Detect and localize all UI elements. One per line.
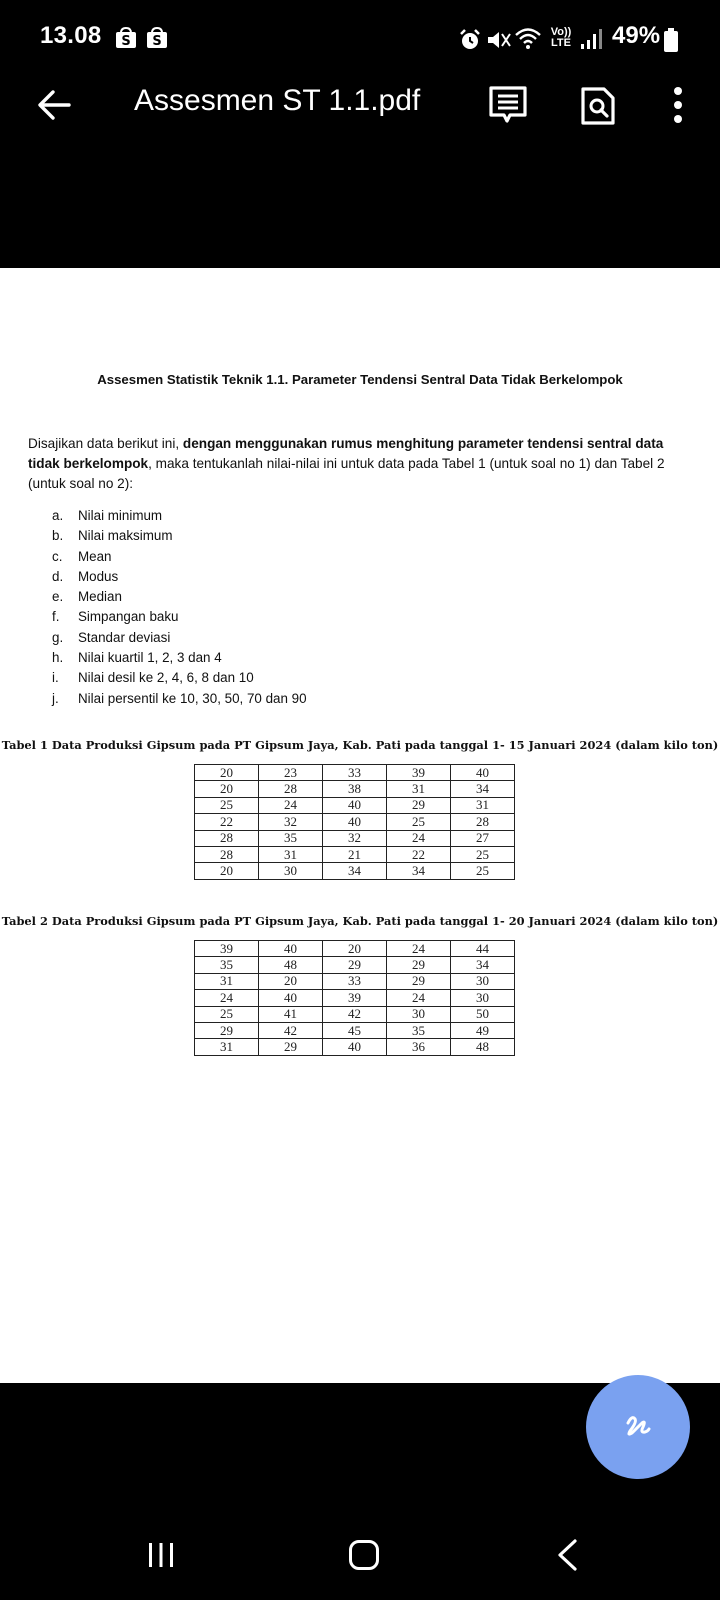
question-item	[52, 506, 307, 526]
status-time: 13.08	[40, 22, 102, 49]
table-cell: 35	[195, 957, 259, 973]
question-letter: b.	[52, 528, 64, 544]
table-cell: 29	[195, 1022, 259, 1038]
table-row	[195, 973, 515, 989]
document-heading: Assesmen Statistik Teknik 1.1. Parameter Tendensi Sentral Data Tidak Berkelompok	[97, 372, 623, 387]
question-text: Median	[78, 589, 122, 605]
table-row	[195, 863, 515, 879]
svg-text:S: S	[121, 34, 131, 49]
table-cell: 44	[451, 941, 515, 957]
document-intro	[28, 434, 688, 494]
table-cell: 29	[387, 957, 451, 973]
table-row	[195, 797, 515, 813]
intro-text: Disajikan data berikut ini,	[28, 436, 183, 451]
table-cell: 28	[259, 781, 323, 797]
table-cell: 45	[323, 1022, 387, 1038]
table-cell: 25	[195, 797, 259, 813]
table-cell: 25	[387, 814, 451, 830]
table2	[194, 940, 515, 1056]
question-item	[52, 668, 307, 688]
table-cell: 31	[195, 1039, 259, 1055]
volte-label: Vo))	[550, 26, 572, 38]
table-cell: 29	[259, 1039, 323, 1055]
question-letter: f.	[52, 609, 60, 625]
table-row	[195, 781, 515, 797]
table-row	[195, 765, 515, 781]
table-cell: 24	[387, 990, 451, 1006]
question-text: Nilai persentil ke 10, 30, 50, 70 dan 90	[78, 690, 307, 706]
intro-text-continued: , maka tentukanlah nilai-nilai ini untuk data pada Tabel 1 (untuk soal no 1) dan Tabel 2 (untuk soal no 2):	[28, 456, 665, 491]
question-text: Modus	[78, 568, 119, 584]
table-cell: 34	[451, 781, 515, 797]
table-cell: 33	[323, 765, 387, 781]
table-cell: 20	[195, 781, 259, 797]
table-row	[195, 814, 515, 830]
table-cell: 29	[323, 957, 387, 973]
table-cell: 42	[259, 1022, 323, 1038]
table-cell: 38	[323, 781, 387, 797]
table-row	[195, 830, 515, 846]
table-cell: 20	[259, 973, 323, 989]
question-text: Simpangan baku	[78, 609, 179, 625]
table-cell: 30	[259, 863, 323, 879]
table-row	[195, 941, 515, 957]
table-cell: 39	[195, 941, 259, 957]
table-cell: 48	[451, 1039, 515, 1055]
draw-fab-button[interactable]	[586, 1375, 690, 1479]
table-cell: 24	[387, 941, 451, 957]
table-cell: 24	[387, 830, 451, 846]
table-row	[195, 990, 515, 1006]
text-view-icon[interactable]	[488, 85, 528, 125]
table-cell: 25	[195, 1006, 259, 1022]
table-cell: 22	[195, 814, 259, 830]
table-cell: 32	[323, 830, 387, 846]
table-cell: 33	[323, 973, 387, 989]
svg-text:S: S	[152, 34, 162, 49]
table-cell: 31	[451, 797, 515, 813]
question-letter: j.	[52, 690, 59, 706]
table-cell: 40	[259, 941, 323, 957]
table1-caption: Tabel 1 Data Produksi Gipsum pada PT Gipsum Jaya, Kab. Pati pada tanggal 1- 15 Januari 2024 (dalam kilo ton)	[1, 738, 719, 752]
more-vert-icon[interactable]	[672, 85, 684, 125]
lte-label: LTE	[551, 37, 571, 49]
table-cell: 30	[451, 990, 515, 1006]
table-cell: 34	[451, 957, 515, 973]
table-cell: 30	[387, 1006, 451, 1022]
home-icon[interactable]	[349, 1540, 379, 1570]
table-cell: 42	[323, 1006, 387, 1022]
nav-back-icon[interactable]	[555, 1538, 579, 1572]
table-row	[195, 1006, 515, 1022]
table-row	[195, 1022, 515, 1038]
table-cell: 34	[387, 863, 451, 879]
question-letter: c.	[52, 548, 63, 564]
question-text: Nilai desil ke 2, 4, 6, 8 dan 10	[78, 670, 254, 686]
table-cell: 36	[387, 1039, 451, 1055]
draw-icon	[622, 1411, 654, 1443]
table-cell: 23	[259, 765, 323, 781]
table-cell: 25	[451, 863, 515, 879]
table-cell: 31	[387, 781, 451, 797]
table-cell: 31	[259, 846, 323, 862]
table-cell: 40	[323, 797, 387, 813]
table1	[194, 764, 515, 880]
table-cell: 40	[259, 990, 323, 1006]
table-cell: 40	[323, 814, 387, 830]
table-cell: 50	[451, 1006, 515, 1022]
recents-icon[interactable]	[146, 1540, 176, 1570]
table-cell: 48	[259, 957, 323, 973]
question-text: Mean	[78, 548, 112, 564]
question-letter: i.	[52, 670, 59, 686]
table-cell: 34	[323, 863, 387, 879]
table-cell: 20	[323, 941, 387, 957]
question-item	[52, 526, 307, 546]
table-row	[195, 846, 515, 862]
table-cell: 20	[195, 765, 259, 781]
table-cell: 28	[195, 830, 259, 846]
table2-caption: Tabel 2 Data Produksi Gipsum pada PT Gipsum Jaya, Kab. Pati pada tanggal 1- 20 Januari 2024 (dalam kilo ton)	[1, 914, 719, 928]
question-item	[52, 648, 307, 668]
table-cell: 35	[387, 1022, 451, 1038]
table-cell: 29	[387, 973, 451, 989]
question-letter: a.	[52, 508, 64, 523]
table-cell: 21	[323, 846, 387, 862]
table-cell: 31	[195, 973, 259, 989]
question-letter: h.	[52, 650, 64, 666]
intro-bold-text: dengan menggunakan rumus menghitung parameter tendensi sentral data tidak berkelompok	[28, 436, 664, 471]
pdf-page[interactable]	[0, 268, 720, 1383]
table-cell: 25	[451, 846, 515, 862]
battery-percentage: 49%	[612, 22, 661, 49]
question-item	[52, 567, 307, 587]
table-cell: 24	[195, 990, 259, 1006]
table-cell: 35	[259, 830, 323, 846]
question-list	[52, 506, 307, 709]
table-cell: 24	[259, 797, 323, 813]
question-letter: g.	[52, 629, 64, 645]
table-cell: 30	[451, 973, 515, 989]
question-item	[52, 547, 307, 567]
table-cell: 49	[451, 1022, 515, 1038]
table-cell: 32	[259, 814, 323, 830]
table-cell: 28	[195, 846, 259, 862]
question-item	[52, 628, 307, 648]
table-cell: 20	[195, 863, 259, 879]
question-text: Nilai maksimum	[78, 528, 173, 544]
table-cell: 41	[259, 1006, 323, 1022]
table-row	[195, 957, 515, 973]
back-arrow-icon[interactable]	[36, 87, 72, 123]
find-in-page-icon[interactable]	[580, 86, 616, 126]
table-cell: 22	[387, 846, 451, 862]
question-text: Nilai kuartil 1, 2, 3 dan 4	[78, 650, 222, 666]
question-item	[52, 607, 307, 627]
table-cell: 29	[387, 797, 451, 813]
question-item	[52, 689, 307, 709]
table-cell: 39	[323, 990, 387, 1006]
table-cell: 28	[451, 814, 515, 830]
question-text: Standar deviasi	[78, 629, 171, 645]
question-item	[52, 587, 307, 607]
question-text: Nilai minimum	[78, 508, 163, 523]
table-cell: 39	[387, 765, 451, 781]
app-bar	[0, 0, 720, 188]
table-cell: 27	[451, 830, 515, 846]
table-row	[195, 1039, 515, 1055]
table-cell: 40	[323, 1039, 387, 1055]
document-title: Assesmen ST 1.1.pdf	[134, 84, 421, 117]
table-cell: 40	[451, 765, 515, 781]
question-letter: d.	[52, 568, 64, 584]
question-letter: e.	[52, 589, 64, 605]
